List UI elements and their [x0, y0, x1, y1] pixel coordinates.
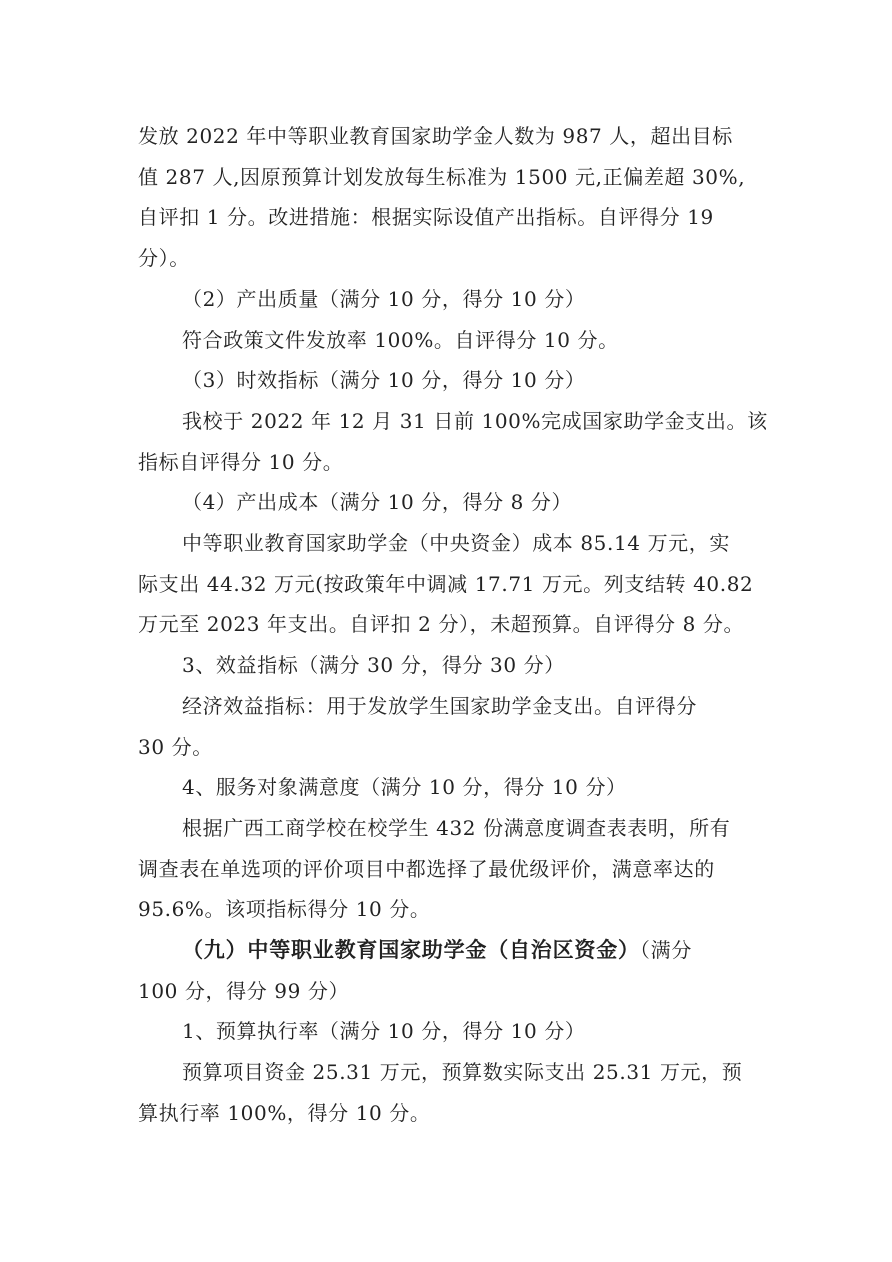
- paragraph-line: 30 分。: [138, 734, 213, 759]
- paragraph-line: 中等职业教育国家助学金（中央资金）成本 85.14 万元，实: [182, 531, 730, 556]
- paragraph-line: 预算项目资金 25.31 万元，预算数实际支出 25.31 万元，预: [182, 1060, 743, 1085]
- paragraph-line: 算执行率 100%，得分 10 分。: [138, 1100, 431, 1125]
- section-subheading: （4）产出成本（满分 10 分，得分 8 分）: [182, 490, 573, 515]
- document-body: [138, 116, 768, 1134]
- paragraph-line: 根据广西工商学校在校学生 432 份满意度调查表表明，所有: [182, 815, 731, 840]
- section-subheading: 1、预算执行率（满分 10 分，得分 10 分）: [182, 1019, 586, 1044]
- paragraph-line: 调查表在单选项的评价项目中都选择了最优级评价，满意率达的: [138, 856, 715, 881]
- section-heading-score: （满分: [639, 938, 693, 963]
- section-heading-title: （九）中等职业教育国家助学金（自治区资金）: [182, 937, 640, 963]
- section-subheading: （3）时效指标（满分 10 分，得分 10 分）: [182, 368, 586, 393]
- paragraph-line: 100 分，得分 99 分）: [138, 978, 350, 1003]
- paragraph-line: 发放 2022 年中等职业教育国家助学金人数为 987 人，超出目标: [138, 124, 733, 148]
- section-heading: [138, 930, 760, 971]
- paragraph-line: 经济效益指标：用于发放学生国家助学金支出。自评得分: [182, 693, 697, 718]
- paragraph-line: 际支出 44.32 万元(按政策年中调减 17.71 万元。列支结转 40.82: [138, 571, 754, 596]
- paragraph-line: 分）。: [138, 246, 190, 271]
- paragraph-line: 万元至 2023 年支出。自评扣 2 分），未超预算。自评得分 8 分。: [138, 612, 745, 637]
- paragraph-line: 我校于 2022 年 12 月 31 日前 100%完成国家助学金支出。该: [182, 408, 768, 433]
- paragraph-line: 95.6%。该项指标得分 10 分。: [138, 897, 431, 922]
- paragraph-line: 自评扣 1 分。改进措施：根据实际设值产出指标。自评得分 19: [138, 205, 714, 230]
- paragraph-line: 符合政策文件发放率 100%。自评得分 10 分。: [182, 327, 619, 352]
- section-subheading: 4、服务对象满意度（满分 10 分，得分 10 分）: [182, 775, 627, 800]
- paragraph-line: 值 287 人,因原预算计划发放每生标准为 1500 元,正偏差超 30%,: [138, 164, 746, 189]
- section-subheading: 3、效益指标（满分 30 分，得分 30 分）: [182, 653, 565, 678]
- section-subheading: （2）产出质量（满分 10 分，得分 10 分）: [182, 286, 586, 311]
- paragraph-line: 指标自评得分 10 分。: [138, 449, 344, 474]
